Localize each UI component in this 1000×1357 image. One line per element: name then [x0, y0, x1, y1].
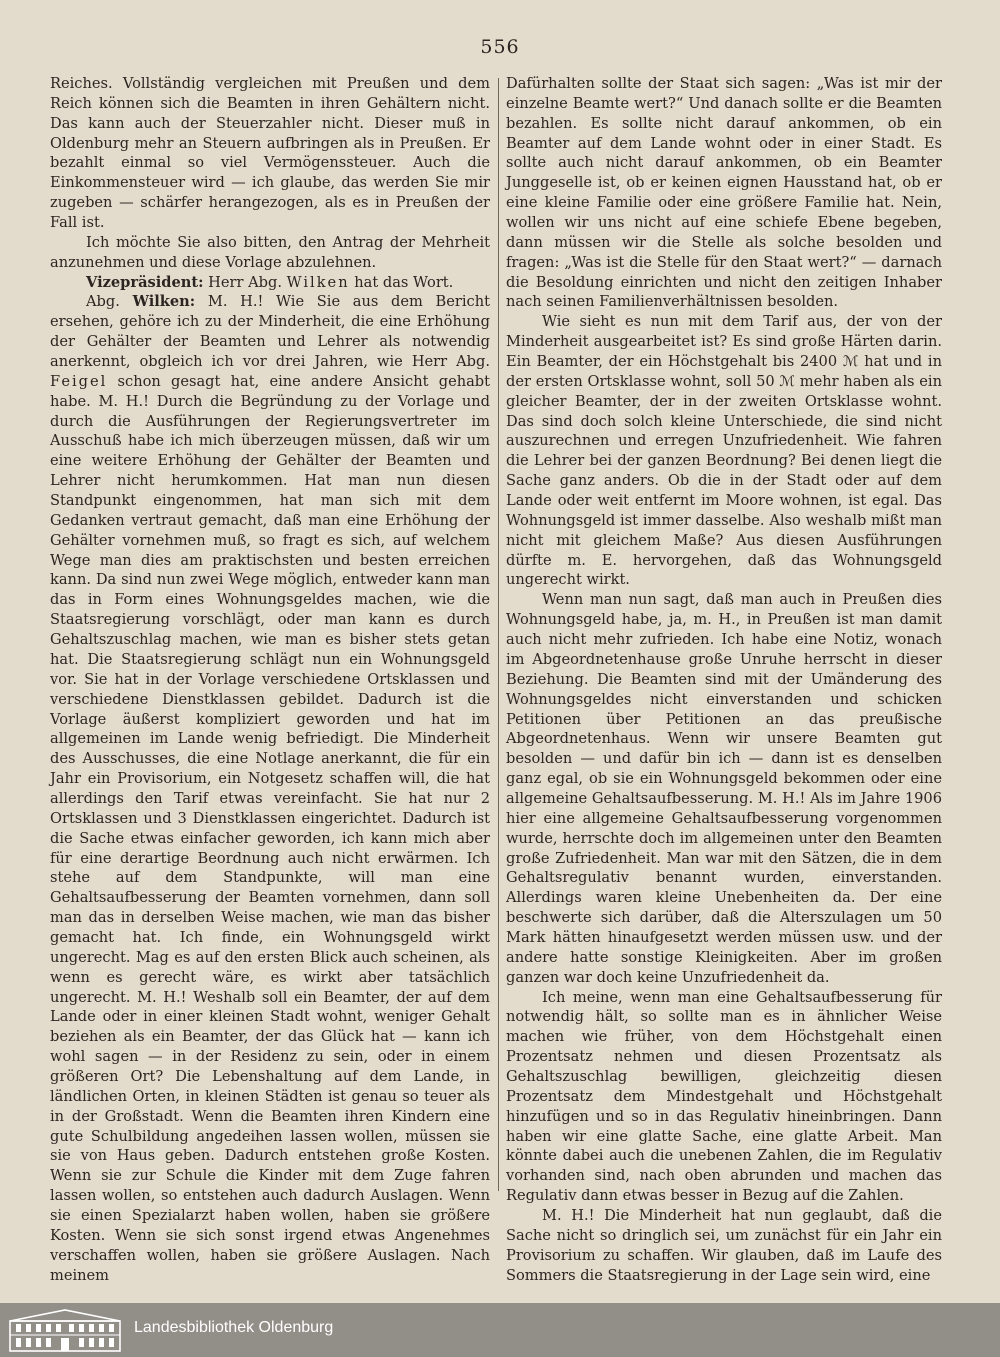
library-building-icon	[6, 1307, 124, 1353]
right-column	[506, 74, 942, 1285]
paragraph-text: schon gesagt hat, eine andere Ansicht gehabt habe. M. H.! Durch die Begründung zu der Vorlage und durch die Ausführungen der Regierungsvertreter im Ausschuß habe ich mich überzeugen müssen, daß wir um eine weitere Erhöhung der Gehälter der Beamten und Lehrer nicht herumkommen. Hat man nun diesen Standpunkt eingenommen, hat man sich mit dem Gedanken vertraut gemacht, daß man eine Erhöhung der Gehälter vornehmen muß, so fragt es sich, auf welchem Wege man dies am praktischsten und besten erreichen kann. Da sind nun zwei Wege möglich, entweder kann man das in Form eines Wohnungsgeldes machen, wie die Staatsregierung vorschlägt, oder man kann es durch Gehaltszuschlag machen, wie man es bisher stets getan hat. Die Staatsregierung schlägt nun ein Wohnungsgeld vor. Sie hat in der Vorlage verschiedene Ortsklassen und verschiedene Dienstklassen gebildet. Dadurch ist die Vorlage äußerst kompliziert geworden und hat im allgemeinen im Lande wenig befriedigt. Die Minderheit des Ausschusses, die eine Notlage anerkannt, die für ein Jahr ein Provisorium, ein Notgesetz schaffen will, die hat allerdings den Tarif etwas vereinfacht. Sie hat nur 2 Ortsklassen und 3 Dienstklassen eingerichtet. Dadurch ist die Sache etwas einfacher geworden, ich kann mich aber für eine derartige Beordnung auch nicht erwärmen. Ich stehe auf dem Standpunkte, will man eine Gehaltsaufbesserung der Beamten vornehmen, dann soll man das in derselben Weise machen, wie man das bisher gemacht hat. Ich finde, ein Wohnungsgeld wirkt ungerecht. Mag es auf den ersten Blick auch scheinen, als wenn es gerecht wäre, es wirkt aber tatsächlich ungerecht. M. H.! Weshalb soll ein Beamter, der auf dem Lande oder in einer kleinen Stadt wohnt, weniger Gehalt beziehen als ein Beamter, der das Glück hat — kann ich wohl sagen — in der Residenz zu sein, oder in einem größeren Ort? Die Lebenshaltung auf dem Lande, in ländlichen Orten, in kleinen Städten ist genau so teuer als in der Großstadt. Wenn die Beamten ihren Kindern eine gute Schulbildung angedeihen lassen wollen, müssen sie sie von Haus geben. Dadurch entstehen große Kosten. Wenn sie zur Schule die Kinder mit dem Zuge fahren lassen wollen, so entstehen auch dadurch Auslagen. Wenn sie einen Spezialarzt haben wollen, haben sie größere Kosten. Wenn sie sich sonst irgend etwas Angenehmes verschaffen wollen, haben sie größere Auslagen. Nach meinem	[50, 372, 491, 1284]
speaker-label: Wilken:	[132, 293, 196, 311]
paragraph-text: Herr Abg.	[208, 273, 282, 291]
left-column	[50, 74, 490, 1285]
paragraph-text: Abg.	[86, 293, 120, 311]
paragraph-text: M. H.! Wie Sie aus dem Bericht ersehen, gehöre ich zu der Minderheit, die eine Erhöhung der Gehälter der Beamten und Lehrer als notwendig anerkennt, obgleich ich vor drei Jahren, wie Herr Abg.	[50, 293, 490, 371]
column-divider	[498, 78, 499, 1191]
paragraph	[50, 292, 490, 1285]
person-name: Feigel	[50, 372, 108, 390]
paragraph: Ich möchte Sie also bitten, den Antrag der Mehrheit anzunehmen und diese Vorlage abzulehnen.	[50, 233, 490, 271]
paragraph: Wie sieht es nun mit dem Tarif aus, der von der Minderheit ausgearbeitet ist? Es sind große Härten darin. Ein Beamter, der ein Höchstgehalt bis 2400 ℳ hat und in der ersten Ortsklasse wohnt, soll 50 ℳ mehr haben als ein gleicher Beamter, der in der zweiten Ortsklasse wohnt. Das sind doch solch kleine Unterschiede, die sind nicht auszurechnen und erregen Unzufriedenheit. Wie fahren die Lehrer bei der ganzen Beordnung? Bei denen liegt die Sache ganz anders. Ob die in der Stadt oder auf dem Lande oder weit entfernt im Moore wohnen, ist egal. Das Wohnungsgeld ist immer dasselbe. Also weshalb mißt man nicht mit gleichem Maße? Aus diesen Ausführungen dürfte m. E. hervorgehen, daß das Wohnungsgeld ungerecht wirkt.	[506, 313, 942, 589]
paragraph	[50, 273, 490, 293]
library-name: Landesbibliothek Oldenburg	[134, 1319, 334, 1336]
paragraph: M. H.! Die Minderheit hat nun geglaubt, daß die Sache nicht so dringlich sei, um zunächst für ein Jahr ein Provisorium zu schaffen. Wir glauben, daß im Laufe des Sommers die Staatsregierung in der Lage sein wird, eine	[506, 1206, 942, 1284]
paragraph: Ich meine, wenn man eine Gehaltsaufbesserung für notwendig hält, so sollte man es in ähnlicher Weise machen wie früher, von dem Höchstgehalt einen Prozentsatz nehmen und diesen Prozentsatz als Gehaltszuschlag bewilligen, gleichzeitig diesen Prozentsatz dem Mindestgehalt und Höchstgehalt hinzufügen und so in das Regulativ hineinbringen. Dann haben wir eine glatte Sache, eine glatte Arbeit. Man könnte dabei auch die unebenen Zahlen, die im Regulativ vorhanden sind, nach oben abrunden und machen das Regulativ dann etwas besser in Bezug auf die Zahlen.	[506, 988, 942, 1205]
speaker-label: Vizepräsident:	[86, 273, 204, 291]
page-number: 556	[480, 36, 520, 58]
paragraph: Wenn man nun sagt, daß man auch in Preußen dies Wohnungsgeld habe, ja, m. H., in Preußen ist man damit auch nicht mehr zufrieden. Ich habe eine Notiz, wonach im Abgeordnetenhause große Unruhe herrscht in dieser Beziehung. Die Beamten sind mit der Umänderung des Wohnungsgeldes nicht einverstanden und schicken Petitionen über Petitionen an das preußische Abgeordnetenhaus. Wenn wir unsere Beamten gut besolden — und dafür bin ich — dann ist es denselben ganz egal, ob sie ein Wohnungsgeld bekommen oder eine allgemeine Gehaltsaufbesserung. M. H.! Als im Jahre 1906 hier eine allgemeine Gehaltsaufbesserung vorgenommen wurde, herrschte doch im allgemeinen unter den Beamten große Zufriedenheit. Man war mit den Sätzen, die in dem Gehaltsregulativ benannt wurden, einverstanden. Allerdings waren kleine Unebenheiten da. Der eine beschwerte sich darüber, daß die Alterszulagen um 50 Mark hätten hinaufgesetzt werden müssen usw. und der andere hatte sonstige Kleinigkeiten. Aber im großen ganzen war doch keine Unzufriedenheit da.	[506, 591, 942, 986]
paragraph: Dafürhalten sollte der Staat sich sagen: „Was ist mir der einzelne Beamte wert?“ Und danach sollte er die Beamten bezahlen. Es sollte nicht darauf ankommen, ob ein Beamter auf dem Lande wohnt oder in einer Stadt. Es sollte auch nicht darauf ankommen, ob ein Beamter Junggeselle ist, ob er keinen eignen Hausstand hat, ob er eine kleine Familie oder eine größere Familie hat. Nein, wollen wir uns nicht auf eine schiefe Ebene begeben, dann müssen wir die Stelle als solche besolden und fragen: „Was ist die Stelle für den Staat wert?“ — darnach die Besoldung einrichten und nicht den zeitigen Inhaber nach seinen Familienverhältnissen besolden.	[506, 75, 942, 311]
footer-bar	[0, 1303, 1000, 1357]
speaker-name: Wilken	[286, 273, 350, 291]
paragraph-text: hat das Wort.	[354, 273, 454, 291]
paragraph: Reiches. Vollständig vergleichen mit Preußen und dem Reich können sich die Beamten in ihren Gehältern nicht. Das kann auch der Steuerzahler nicht. Dieser muß in Oldenburg mehr an Steuern aufbringen als in Preußen. Er bezahlt einmal so viel Vermögenssteuer. Auch die Einkommensteuer wird — ich glaube, das werden Sie mir zugeben — schärfer herangezogen, als es in Preußen der Fall ist.	[50, 75, 490, 232]
